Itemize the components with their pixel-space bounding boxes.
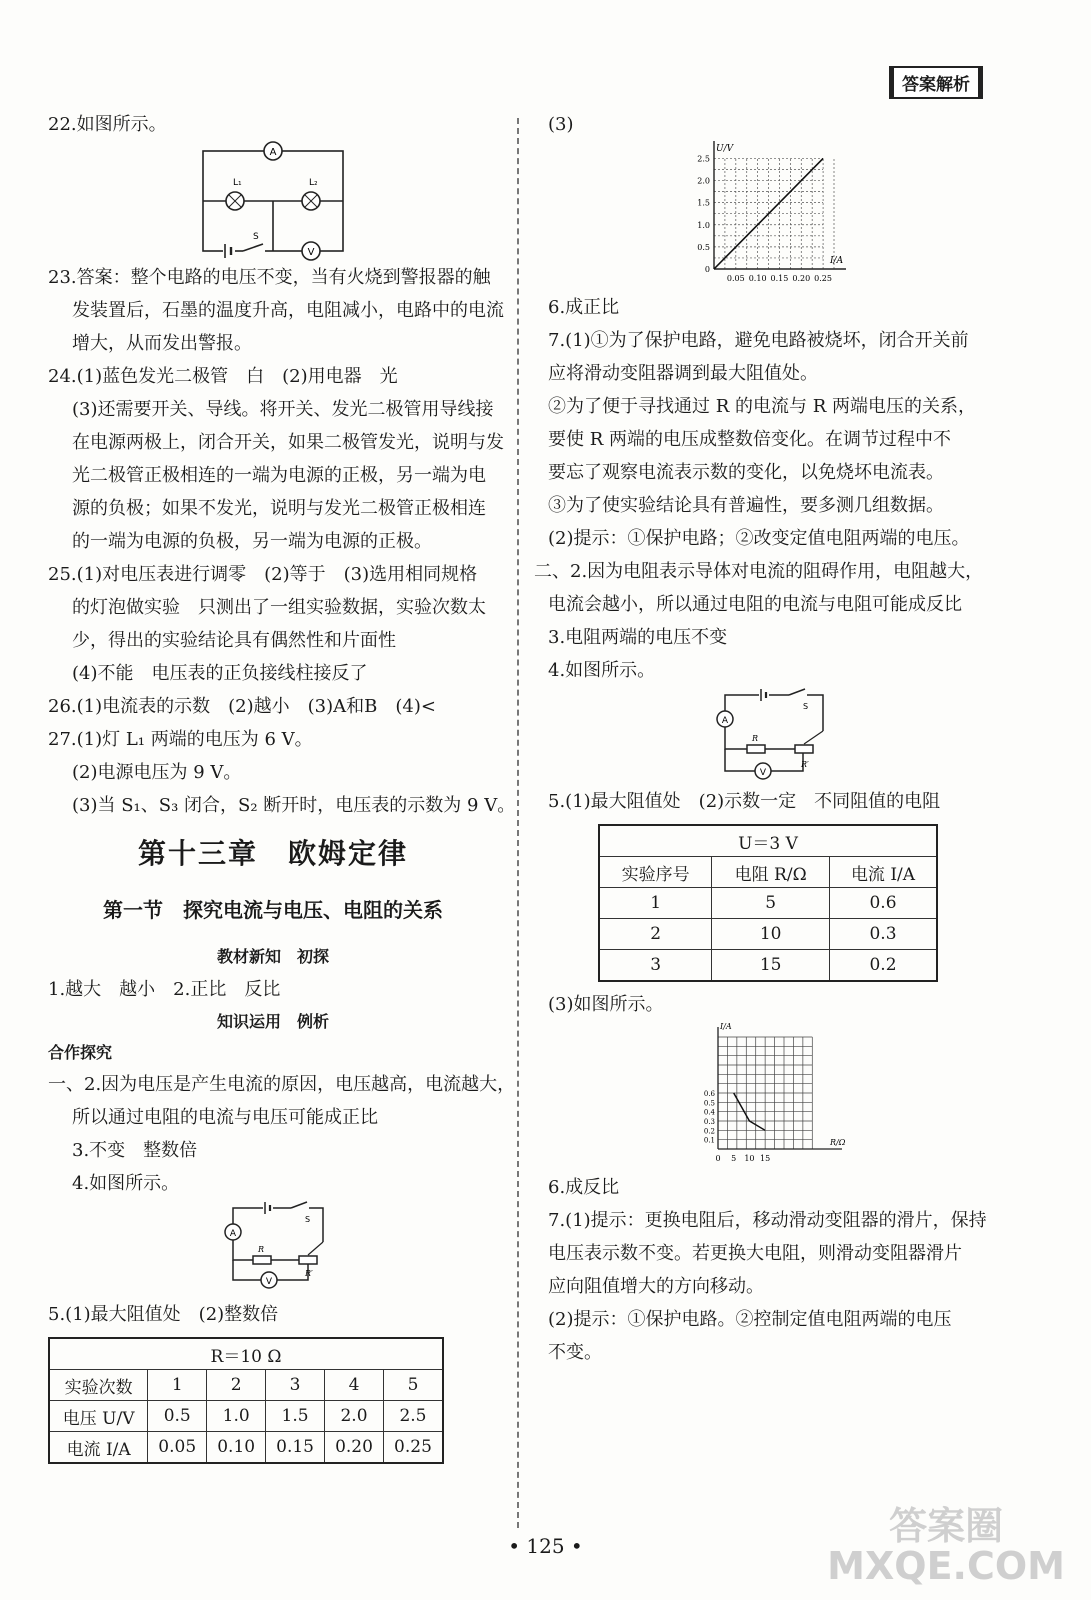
battery-icon (263, 1202, 273, 1214)
y-axis-label: U/V (716, 144, 734, 154)
lamp-l2-icon (302, 178, 320, 210)
header-badge: 答案解析 (889, 66, 983, 99)
voltmeter-icon (302, 242, 320, 260)
svg-text:S: S (803, 702, 809, 711)
ammeter-icon (717, 711, 733, 727)
table-header-row: 实验序号 电阻 R/Ω 电流 I/A (599, 857, 937, 888)
r7-line-7: (2)提示：①保护电路；②改变定值电阻两端的电压。 (548, 528, 970, 549)
x-axis-label: I/A (830, 256, 844, 266)
lamp-l1-icon (226, 178, 244, 210)
svg-text:L₂: L₂ (309, 178, 318, 188)
resistor-icon (747, 734, 765, 753)
svg-text:R: R (258, 1245, 265, 1254)
q25-line-1: 25.(1)对电压表进行调零 (2)等于 (3)选用相同规格 (48, 564, 478, 585)
column-divider (517, 118, 519, 1528)
re2-line-1: 二、2.因为电阻表示导体对电流的阻碍作用，电阻越大， (534, 561, 984, 582)
chart-i-r (688, 1021, 848, 1171)
svg-text:R′: R′ (801, 760, 809, 769)
q24-line-5: 源的负极；如果不发光，说明与发光二极管正极相连 (72, 498, 486, 519)
table-row: 3 15 0.2 (599, 950, 937, 982)
y-tick-label: 0.5 (703, 1099, 715, 1108)
y-tick-label: 0.2 (703, 1127, 715, 1136)
switch-icon (243, 232, 265, 257)
ammeter-icon (225, 1224, 241, 1240)
x-tick-label: 0 (715, 1154, 721, 1163)
table-row: 1 5 0.6 (599, 888, 937, 919)
r7-line-3: ②为了便于寻找通过 R 的电流与 R 两端电压的关系， (548, 396, 976, 417)
e5: 5.(1)最大阻值处 (2)整数倍 (48, 1304, 279, 1325)
battery-icon (759, 689, 769, 701)
svg-text:V: V (307, 247, 315, 258)
table-row: 电流 I/A 0.05 0.10 0.15 0.20 0.25 (49, 1432, 443, 1464)
svg-text:A: A (721, 716, 729, 726)
y-tick-label: 2.5 (697, 154, 710, 164)
left-column (48, 108, 516, 1464)
rheostat-icon (795, 731, 823, 769)
q23-line-3: 增大，从而发出警报。 (72, 333, 252, 354)
r3: (3) (548, 114, 574, 135)
q27-line-3: (3)当 S₁、S₃ 闭合，S₂ 断开时，电压表的示数为 9 V。 (72, 795, 516, 816)
table-title: U＝3 V (599, 825, 937, 857)
q24-line-3: 在电源两极上，闭合开关，如果二极管发光，说明与发 (72, 432, 504, 453)
voltmeter-icon (261, 1272, 277, 1288)
q24-line-4: 光二极管正极相连的一端为电源的正极，另一端为电 (72, 465, 486, 486)
q24-line-1: 24.(1)蓝色发光二极管 白 (2)用电器 光 (48, 366, 398, 387)
q22: 22.如图所示。 (48, 114, 167, 135)
subheading-2: 知识运用 例析 (216, 1012, 329, 1031)
q26: 26.(1)电流表的示数 (2)越小 (3)A和B (4)< (48, 696, 436, 717)
x-tick-label: 0.20 (792, 274, 811, 283)
voltmeter-icon (755, 763, 771, 779)
table-row: 2 10 0.3 (599, 919, 937, 950)
q25-line-3: 少，得出的实验结论具有偶然性和片面性 (72, 630, 396, 651)
y-axis-label: I/A (720, 1022, 732, 1031)
re3: 3.电阻两端的电压不变 (548, 627, 728, 648)
table-resistance-current (598, 824, 938, 982)
battery-icon (223, 244, 235, 258)
section-title: 第一节 探究电流与电压、电阻的关系 (103, 898, 443, 922)
table-row: 电压 U/V 0.5 1.0 1.5 2.0 2.5 (49, 1401, 443, 1432)
y-tick-label: 1.5 (697, 198, 710, 208)
subheading-1: 教材新知 初探 (216, 947, 329, 966)
svg-text:R: R (752, 734, 759, 743)
ammeter-icon (264, 142, 282, 160)
y-tick-label: 0.3 (703, 1118, 715, 1126)
rheostat-icon (299, 1242, 323, 1278)
answer-1: 1.越大 越小 2.正比 反比 (48, 979, 281, 1000)
svg-text:V: V (265, 1277, 273, 1287)
x-tick-label: 0.15 (770, 274, 789, 283)
svg-text:V: V (759, 768, 767, 778)
svg-text:A: A (229, 1229, 237, 1239)
y-tick-label: 0.4 (703, 1108, 715, 1117)
chapter-title: 第十三章 欧姆定律 (137, 837, 408, 870)
q27-line-2: (2)电源电压为 9 V。 (72, 762, 242, 783)
r7b-line-3: 应向阻值增大的方向移动。 (548, 1276, 764, 1297)
origin-label: 0 (704, 265, 710, 274)
y-tick-label: 1.0 (697, 220, 710, 230)
r7-line-1: 7.(1)①为了保护电路，避免电路被烧坏，闭合开关前 (548, 330, 969, 351)
y-tick-label: 0.1 (703, 1136, 715, 1145)
table-title: R＝10 Ω (49, 1338, 443, 1370)
r7b-line-1: 7.(1)提示：更换电阻后，移动滑动变阻器的滑片，保持 (548, 1210, 987, 1231)
page-number: • 125 • (508, 1534, 583, 1558)
table-row: 实验次数 1 2 3 4 5 (49, 1370, 443, 1401)
r6b: 6.成反比 (548, 1177, 620, 1198)
x-tick-label: 15 (760, 1154, 771, 1163)
e4: 4.如图所示。 (72, 1173, 180, 1194)
q25-line-2: 的灯泡做实验 只测出了一组实验数据，实验次数太 (72, 597, 486, 618)
y-tick-label: 2.0 (697, 176, 710, 186)
r3b: (3)如图所示。 (548, 994, 664, 1015)
e3: 3.不变 整数倍 (72, 1140, 198, 1161)
switch-icon (291, 1202, 310, 1224)
q23-line-1: 23.答案：整个电路的电压不变，当有火烧到警报器的触 (48, 267, 491, 288)
r7b-line-2: 电压表示数不变。若更换大电阻，则滑动变阻器滑片 (548, 1243, 962, 1264)
q27-line-1: 27.(1)灯 L₁ 两端的电压为 6 V。 (48, 729, 313, 750)
resistor-icon (253, 1245, 271, 1264)
re2-line-2: 电流会越小，所以通过电阻的电流与电阻可能成反比 (548, 594, 962, 615)
svg-text:R′: R′ (305, 1269, 313, 1278)
r7-line-5: 要忘了观察电流表示数的变化，以免烧坏电流表。 (548, 462, 944, 483)
x-tick-label: 0.05 (726, 274, 745, 283)
y-tick-label: 0.5 (697, 242, 710, 252)
r7-line-2: 应将滑动变阻器调到最大阻值处。 (548, 363, 818, 384)
e2-line-2: 所以通过电阻的电流与电压可能成正比 (72, 1107, 378, 1128)
q23-line-2: 发装置后，石墨的温度升高，电阻减小，电路中的电流 (72, 300, 504, 321)
r7b-line-4: (2)提示：①保护电路。②控制定值电阻两端的电压 (548, 1309, 952, 1330)
subheading-hezuo: 合作探究 (48, 1043, 113, 1062)
r7-line-6: ③为了使实验结论具有普遍性，要多测几组数据。 (548, 495, 944, 516)
r6: 6.成正比 (548, 297, 620, 318)
re4: 4.如图所示。 (548, 660, 656, 681)
x-tick-label: 0.10 (748, 274, 767, 283)
svg-text:A: A (269, 147, 277, 158)
r7b-line-5: 不变。 (548, 1342, 602, 1363)
x-tick-label: 5 (731, 1154, 737, 1163)
x-tick-label: 10 (744, 1154, 755, 1163)
q24-line-2: (3)还需要开关、导线。将开关、发光二极管用导线接 (72, 399, 494, 420)
svg-text:L₁: L₁ (233, 178, 242, 188)
circuit-diagram-left-4 (213, 1200, 333, 1290)
table-voltage-current (48, 1337, 444, 1464)
switch-icon (789, 689, 808, 711)
svg-text:S: S (253, 232, 259, 242)
x-tick-label: 0.25 (814, 274, 832, 283)
y-tick-label: 0.6 (703, 1090, 715, 1098)
chart-u-i (678, 141, 858, 291)
q25-line-4: (4)不能 电压表的正负接线柱接反了 (72, 663, 368, 684)
re5: 5.(1)最大阻值处 (2)示数一定 不同阻值的电阻 (548, 791, 941, 812)
x-axis-label: R/Ω (830, 1138, 846, 1147)
right-column (534, 108, 988, 1369)
watermark: 答案圈 MXQE.COM (827, 1504, 1065, 1588)
e2-line-1: 一、2.因为电压是产生电流的原因，电压越高，电流越大， (48, 1074, 516, 1095)
r7-line-4: 要使 R 两端的电压成整数倍变化。在调节过程中不 (548, 429, 951, 450)
svg-text:S: S (305, 1215, 311, 1224)
circuit-diagram-right-4 (703, 687, 833, 781)
circuit-diagram-22 (193, 141, 353, 261)
q24-line-6: 的一端为电源的负极，另一端为电源的正极。 (72, 531, 432, 552)
